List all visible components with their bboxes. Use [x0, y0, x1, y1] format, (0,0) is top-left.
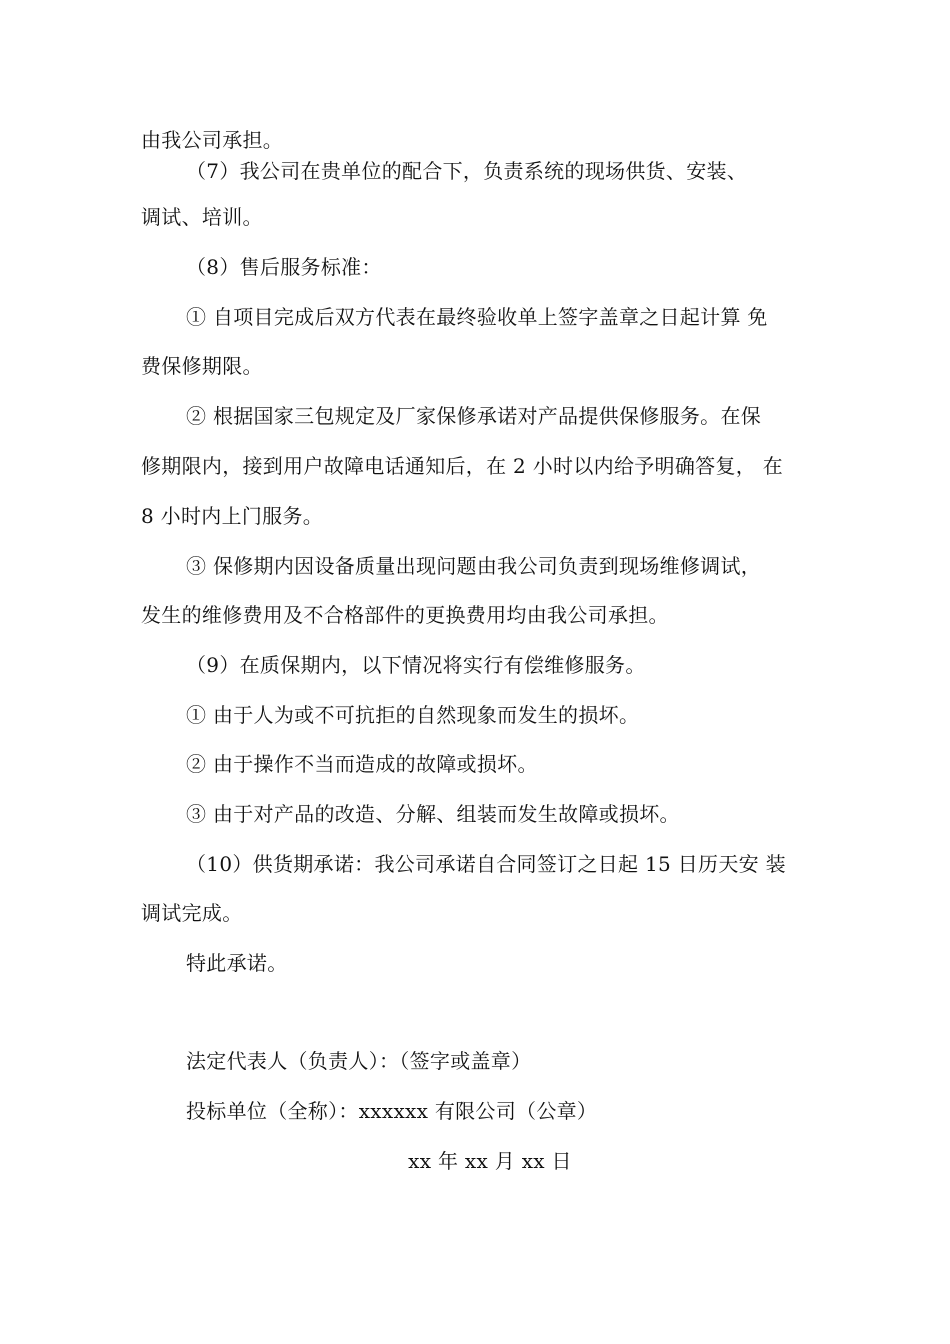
paragraph-line: （7）我公司在贵单位的配合下，负责系统的现场供货、安装、 — [186, 159, 748, 183]
paragraph-line: （9）在质保期内，以下情况将实行有偿维修服务。 — [186, 653, 646, 677]
paragraph-line: 发生的维修费用及不合格部件的更换费用均由我公司承担。 — [141, 603, 669, 627]
paragraph-line: 调试完成。 — [141, 901, 243, 925]
paragraph-line: ② 根据国家三包规定及厂家保修承诺对产品提供保修服务。在保 — [186, 404, 762, 428]
paragraph-line: 调试、培训。 — [141, 205, 263, 229]
paragraph-line: 修期限内，接到用户故障电话通知后，在 2 小时以内给予明确答复， 在 — [141, 454, 783, 478]
paragraph-line: ② 由于操作不当而造成的故障或损坏。 — [186, 752, 538, 776]
paragraph-line: 由我公司承担。 — [141, 128, 284, 152]
paragraph-line: （10）供货期承诺：我公司承诺自合同签订之日起 15 日历天安 装 — [186, 852, 786, 876]
signature-company: 投标单位（全称）：xxxxxx 有限公司（公章） — [186, 1099, 598, 1123]
paragraph-line: ① 自项目完成后双方代表在最终验收单上签字盖章之日起计算 免 — [186, 305, 768, 329]
paragraph-line: ① 由于人为或不可抗拒的自然现象而发生的损坏。 — [186, 703, 640, 727]
paragraph-line: （8）售后服务标准： — [186, 255, 382, 279]
paragraph-line: ③ 由于对产品的改造、分解、组装而发生故障或损坏。 — [186, 802, 680, 826]
paragraph-line: 费保修期限。 — [141, 354, 263, 378]
paragraph-line: ③ 保修期内因设备质量出现问题由我公司负责到现场维修调试， — [186, 554, 762, 578]
signature-representative: 法定代表人（负责人）：（签字或盖章） — [186, 1049, 532, 1073]
closing-line: 特此承诺。 — [186, 951, 288, 975]
signature-date: xx 年 xx 月 xx 日 — [408, 1149, 572, 1173]
paragraph-line: 8 小时内上门服务。 — [141, 504, 324, 528]
